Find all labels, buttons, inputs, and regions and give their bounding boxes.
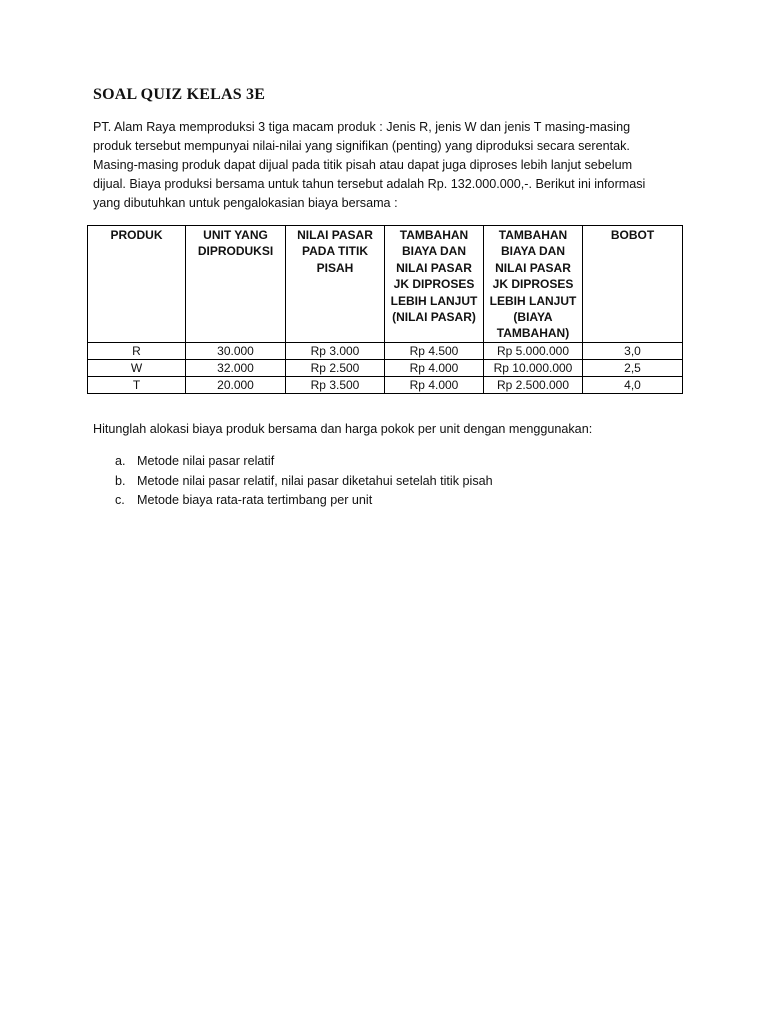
table-cell: Rp 4.000: [385, 360, 484, 377]
table-cell: Rp 10.000.000: [484, 360, 583, 377]
column-header-produk: PRODUK: [88, 226, 186, 343]
column-header-unit: UNIT YANG DIPRODUKSI: [186, 226, 286, 343]
list-marker: c.: [115, 493, 125, 507]
intro-line: Masing-masing produk dapat dijual pada titik pisah atau dapat juga diproses lebih lanjut sebelum: [93, 158, 633, 172]
table-cell: 3,0: [583, 343, 683, 360]
table-cell: 30.000: [186, 343, 286, 360]
list-item: [93, 452, 493, 472]
table-row: [88, 377, 683, 394]
table-cell: 4,0: [583, 377, 683, 394]
table-cell: Rp 4.000: [385, 377, 484, 394]
list-item: [93, 472, 493, 492]
method-list: [93, 452, 493, 511]
table-cell: Rp 4.500: [385, 343, 484, 360]
intro-line: dijual. Biaya produksi bersama untuk tahun tersebut adalah Rp. 132.000.000,-. Berikut ini informasi: [93, 177, 646, 191]
table-cell: 20.000: [186, 377, 286, 394]
intro-paragraph: [93, 118, 693, 213]
table-cell: Rp 2.500.000: [484, 377, 583, 394]
list-item-text: Metode biaya rata-rata tertimbang per unit: [137, 493, 373, 507]
table-cell: 2,5: [583, 360, 683, 377]
table-cell: W: [88, 360, 186, 377]
list-marker: a.: [115, 454, 126, 468]
table-cell: Rp 2.500: [286, 360, 385, 377]
column-header-bobot: BOBOT: [583, 226, 683, 343]
table-header-row: [88, 226, 683, 343]
page-title: SOAL QUIZ KELAS 3E: [93, 86, 266, 103]
intro-line: produk tersebut mempunyai nilai-nilai yang signifikan (penting) yang diproduksi secara serentak.: [93, 139, 630, 153]
question-text: Hitunglah alokasi biaya produk bersama dan harga pokok per unit dengan menggunakan:: [93, 422, 593, 436]
list-item-text: Metode nilai pasar relatif, nilai pasar diketahui setelah titik pisah: [137, 473, 493, 488]
list-item: [93, 491, 493, 511]
table-row: [88, 343, 683, 360]
column-header-tambahan-nilai-pasar: TAMBAHAN BIAYA DAN NILAI PASAR JK DIPROSES LEBIH LANJUT (NILAI PASAR): [385, 226, 484, 343]
table-cell: T: [88, 377, 186, 394]
list-marker: b.: [115, 473, 126, 488]
column-header-tambahan-biaya: TAMBAHAN BIAYA DAN NILAI PASAR JK DIPROSES LEBIH LANJUT (BIAYA TAMBAHAN): [484, 226, 583, 343]
table-cell: Rp 5.000.000: [484, 343, 583, 360]
table-cell: Rp 3.500: [286, 377, 385, 394]
intro-line: PT. Alam Raya memproduksi 3 tiga macam produk : Jenis R, jenis W dan jenis T masing-masing: [93, 120, 631, 134]
table-row: [88, 360, 683, 377]
list-item-text: Metode nilai pasar relatif: [137, 454, 275, 468]
intro-line: yang dibutuhkan untuk pengalokasian biaya bersama :: [93, 196, 398, 210]
table-cell: Rp 3.000: [286, 343, 385, 360]
table-cell: 32.000: [186, 360, 286, 377]
table-cell: R: [88, 343, 186, 360]
column-header-nilai-pasar: NILAI PASAR PADA TITIK PISAH: [286, 226, 385, 343]
product-info-table: [87, 225, 683, 394]
